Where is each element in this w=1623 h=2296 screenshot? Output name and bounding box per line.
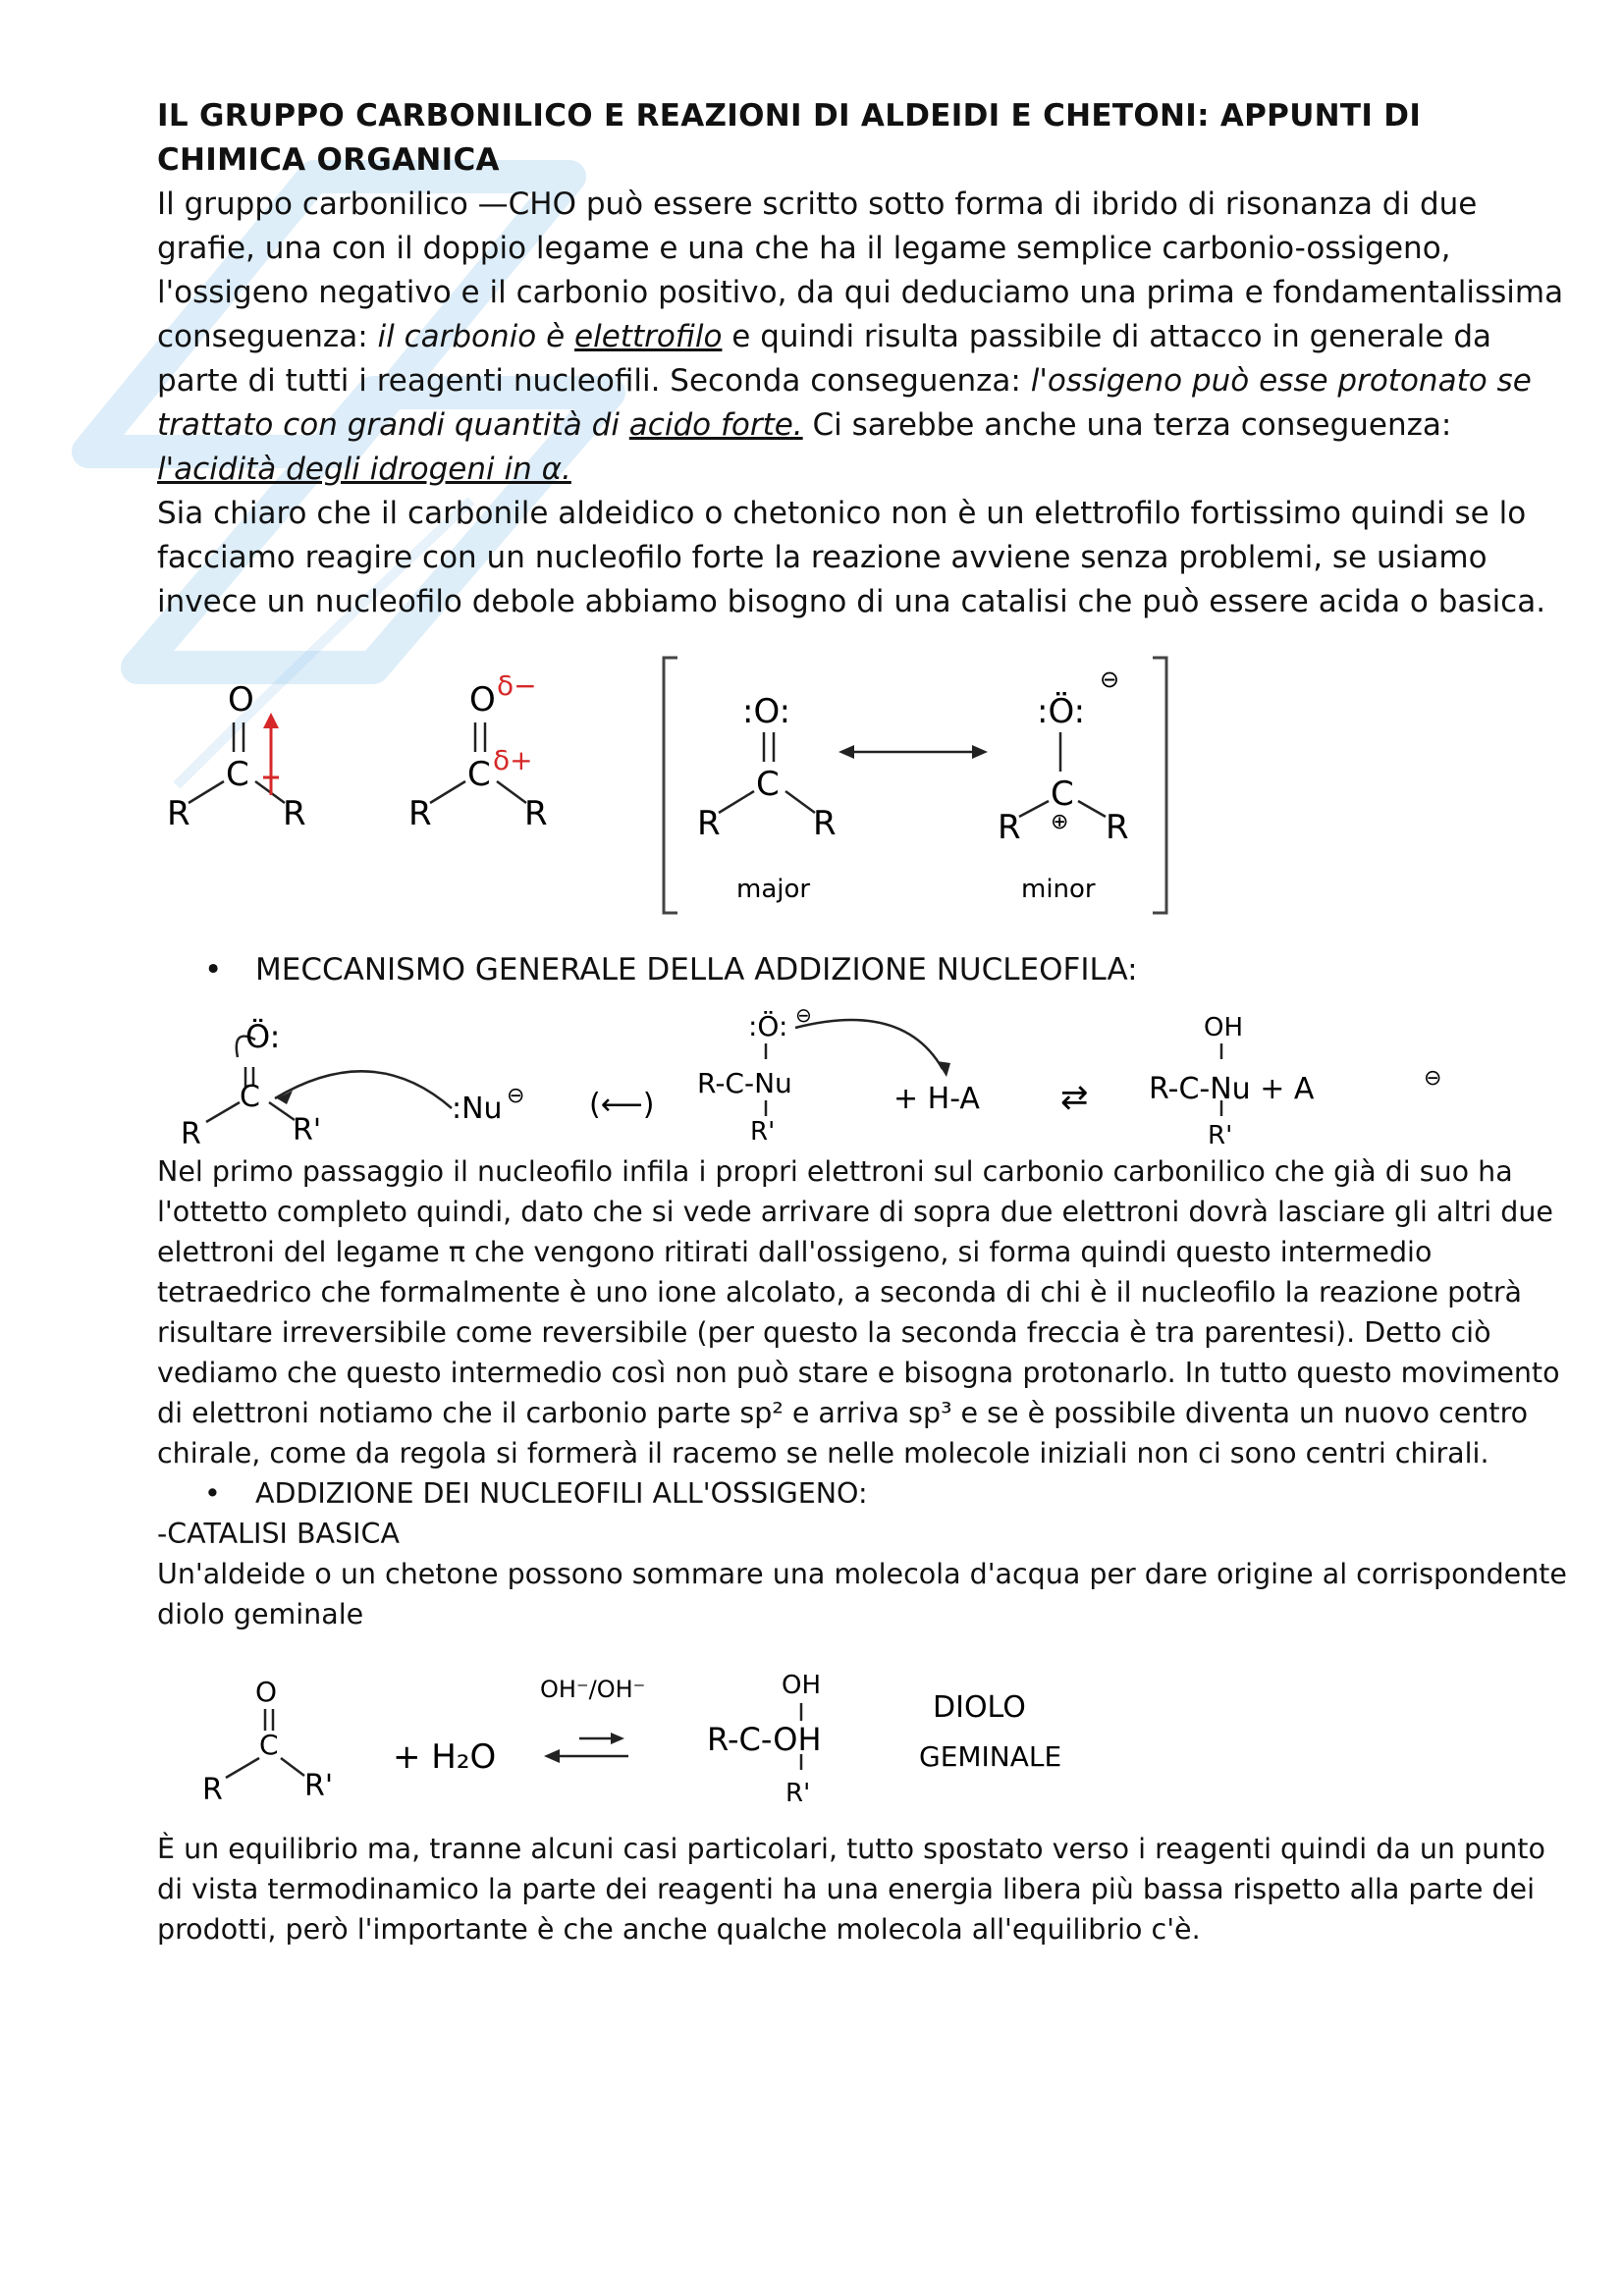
hyd-label-geminale: GEMINALE bbox=[919, 1740, 1062, 1773]
mech-alkoxide-charge: ⊖ bbox=[795, 1003, 812, 1027]
major-r-left: R bbox=[697, 804, 721, 843]
m2-oxygen: O bbox=[469, 680, 496, 720]
hyd-product-oh: OH bbox=[782, 1671, 822, 1700]
consequence-2-text: l'ossigeno può esse protonato se trattato con grandi quantità di bbox=[157, 363, 1532, 443]
carbonyl-resonance-svg bbox=[157, 648, 1571, 942]
m1-oxygen: O bbox=[228, 680, 254, 720]
hyd-product-chain: R-C-OH bbox=[707, 1721, 822, 1758]
major-r-right: R bbox=[813, 804, 837, 843]
hyd-r-prime: R' bbox=[304, 1769, 334, 1803]
mech-anion-charge: ⊖ bbox=[1424, 1066, 1442, 1091]
hyd-oxygen: O bbox=[255, 1676, 278, 1708]
mech-equilibrium-arrow: ⇄ bbox=[1060, 1078, 1089, 1117]
mech-alkoxide-oxygen: :Ö: bbox=[748, 1010, 788, 1042]
mech-acid-reagent: + H-A bbox=[893, 1082, 980, 1116]
hyd-catalyst-label: OH⁻/OH⁻ bbox=[540, 1676, 646, 1703]
minor-label: minor bbox=[1021, 875, 1096, 904]
intro-text-3: Ci sarebbe anche una terza conseguenza: bbox=[802, 407, 1452, 443]
resonance-minor-structure bbox=[998, 666, 1129, 904]
major-carbon: C bbox=[756, 765, 780, 804]
hyd-water-reagent: + H₂O bbox=[393, 1737, 497, 1777]
bullet-nucleophilic-addition bbox=[157, 948, 1571, 992]
hydration-svg bbox=[157, 1648, 1571, 1825]
m1-r-left: R bbox=[167, 794, 190, 833]
m2-carbon: C bbox=[467, 755, 491, 794]
m2-delta-plus: δ+ bbox=[493, 744, 533, 776]
bullet-oxygen-nucleophiles-text: ADDIZIONE DEI NUCLEOFILI ALL'OSSIGENO: bbox=[255, 1477, 868, 1510]
mech-product-r-prime: R' bbox=[1208, 1121, 1233, 1148]
mech-nucleophile: :Nu bbox=[452, 1092, 503, 1126]
mechanism-explanation-paragraph: Nel primo passaggio il nucleofilo infila i propri elettroni sul carbonio carbonilico che già di suo ha l'ottetto completo quindi, dato che si vede arrivare di sopra due elettroni dovrà lasciare gli altri due elettroni del legame π che vengono ritirati dall'ossigeno, si forma quindi questo intermedio tetraedrico che formalmente è uno ione alcolato, a seconda di chi è il nucleofilo la reazione potrà risultare irreversibile come reversibile (per questo la seconda freccia è tra parentesi). Detto ciò vediamo che questo intermedio così non può stare e bisogna protonarlo. In tutto questo movimento di elettroni notiamo che il carbonio parte sp² e arriva sp³ e se è possibile diventa un nuovo centro chirale, come da regola si formerà il racemo se nelle molecole iniziali non ci sono centri chirali. bbox=[157, 1155, 1560, 1469]
minor-r-right: R bbox=[1106, 808, 1129, 847]
mech-r-prime: R' bbox=[293, 1113, 322, 1148]
mech-intermediate-chain: R-C-Nu bbox=[697, 1067, 792, 1099]
document-body bbox=[157, 94, 1571, 1949]
basic-catalysis-heading: -CATALISI BASICA bbox=[157, 1518, 400, 1550]
resonance-major-structure bbox=[697, 692, 837, 904]
consequence-2-underlined: acido forte. bbox=[628, 407, 803, 443]
m1-carbon: C bbox=[226, 755, 249, 794]
carbonyl-resonance-figure bbox=[157, 648, 1571, 942]
mech-product-oh: OH bbox=[1204, 1013, 1244, 1042]
intro-text-2: e quindi risulta passibile di attacco in generale da parte di tutti i reagenti nucleofili. Seconda conseguenza: bbox=[157, 319, 1492, 399]
hyd-product-r-prime: R' bbox=[785, 1779, 811, 1808]
consequence-1 bbox=[378, 319, 723, 354]
m1-r-right: R bbox=[283, 794, 306, 833]
minor-carbon: C bbox=[1051, 774, 1074, 814]
hyd-r-left: R bbox=[202, 1773, 223, 1807]
nucleophilic-addition-mechanism-figure bbox=[157, 1000, 1571, 1148]
minor-oxygen-lone-pairs: :Ö: bbox=[1037, 692, 1086, 731]
mech-product-chain: R-C-Nu + A bbox=[1149, 1072, 1315, 1106]
intro-paragraph bbox=[157, 183, 1571, 492]
mech-carbon: C bbox=[240, 1080, 260, 1114]
minor-r-left: R bbox=[998, 808, 1021, 847]
mech-intermediate-r-prime: R' bbox=[750, 1117, 776, 1147]
m2-r-right: R bbox=[524, 794, 548, 833]
document-title: IL GRUPPO CARBONILICO E REAZIONI DI ALDEIDI E CHETONI: APPUNTI DI CHIMICA ORGANICA bbox=[157, 98, 1422, 178]
consequence-1-underlined: elettrofilo bbox=[574, 319, 723, 354]
minor-plus-charge: ⊕ bbox=[1051, 810, 1069, 834]
catalysis-paragraph: Sia chiaro che il carbonile aldeidico o chetonico non è un elettrofilo fortissimo quindi se lo facciamo reagire con un nucleofilo forte la reazione avviene senza problemi, se usiamo invece un nucleofilo debole abbiamo bisogno di una catalisi che può essere acida o basica. bbox=[157, 496, 1546, 619]
consequence-3: l'acidità degli idrogeni in α. bbox=[157, 452, 571, 487]
major-oxygen-lone-pairs: :O: bbox=[742, 692, 791, 731]
m2-r-left: R bbox=[408, 794, 432, 833]
bullet-oxygen-nucleophiles bbox=[157, 1473, 1571, 1514]
mech-nu-charge: ⊖ bbox=[507, 1084, 525, 1108]
hyd-label-diolo: DIOLO bbox=[933, 1690, 1026, 1725]
bullet-nucleophilic-addition-text: MECCANISMO GENERALE DELLA ADDIZIONE NUCLEOFILA: bbox=[255, 952, 1138, 988]
mech-reversible-arrow-paren: (⟵) bbox=[589, 1088, 655, 1122]
mech-carbonyl-oxygen: Ö: bbox=[245, 1018, 281, 1055]
intro-text-1: Il gruppo carbonilico —CHO può essere scritto sotto forma di ibrido di risonanza di due grafie, una con il doppio legame e una che ha il legame semplice carbonio-ossigeno, l'ossigeno negativo e il carbonio positivo, da qui deduciamo una prima e fondamentalissima conseguenza: bbox=[157, 187, 1564, 354]
hyd-carbon: C bbox=[259, 1729, 279, 1761]
mech-r-left: R bbox=[181, 1117, 201, 1148]
major-label: major bbox=[736, 875, 811, 904]
equilibrium-paragraph: È un equilibrio ma, tranne alcuni casi particolari, tutto spostato verso i reagenti quindi da un punto di vista termodinamico la parte dei reagenti ha una energia libera più bassa rispetto alla parte dei prodotti, però l'importante è che anche qualche molecola all'equilibrio c'è. bbox=[157, 1833, 1545, 1946]
minor-minus-charge: ⊖ bbox=[1100, 666, 1120, 693]
resonance-double-arrow bbox=[839, 745, 988, 759]
hydration-intro-paragraph: Un'aldeide o un chetone possono sommare una molecola d'acqua per dare origine al corrispondente diolo geminale bbox=[157, 1558, 1567, 1630]
mechanism-svg bbox=[157, 1000, 1571, 1148]
m2-delta-minus: δ− bbox=[497, 669, 537, 702]
bullet-dot: • bbox=[204, 1477, 221, 1510]
carbonyl-partial-charges-structure bbox=[408, 669, 548, 833]
bullet-dot: • bbox=[204, 952, 223, 988]
carbonyl-dipole-structure bbox=[167, 680, 306, 833]
consequence-1-text: il carbonio è bbox=[377, 319, 575, 354]
hydration-figure bbox=[157, 1648, 1571, 1825]
